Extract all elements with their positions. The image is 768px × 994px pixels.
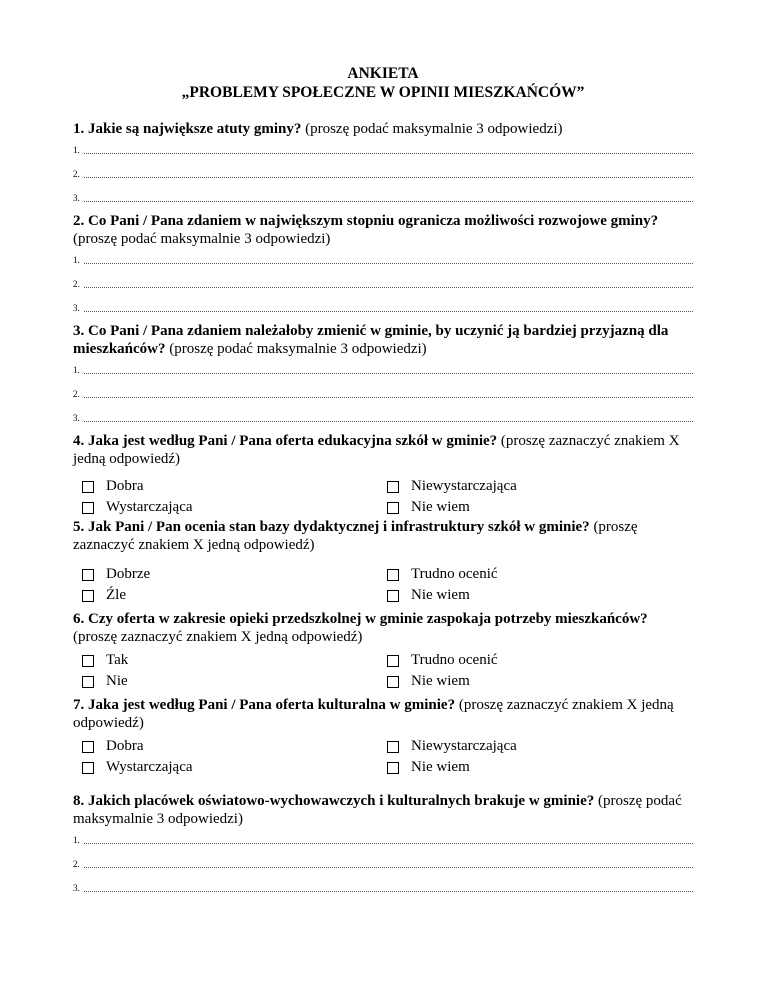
answer-line[interactable]: 2. [73,164,693,184]
survey-title [73,64,693,102]
answer-line[interactable]: 2. [73,854,693,874]
option-tak[interactable]: Tak [82,650,387,671]
answer-line[interactable]: 3. [73,298,693,318]
question-8 [73,792,693,828]
option-niewystarczajaca[interactable]: Niewystarczająca [387,476,687,497]
answer-line[interactable]: 1. [73,360,693,380]
checkbox[interactable] [82,502,94,514]
option-nie-wiem[interactable]: Nie wiem [387,671,687,692]
title-line-1: ANKIETA [347,65,419,82]
option-nie-wiem[interactable]: Nie wiem [387,497,687,518]
answer-line[interactable]: 2. [73,274,693,294]
option-dobra[interactable]: Dobra [82,736,387,757]
question-5-options [82,564,693,606]
question-3-text: 3. Co Pani / Pana zdaniem należałoby zmienić w gminie, by uczynić ją bardziej przyjazną dla mieszkańców? [73,323,669,357]
checkbox[interactable] [387,569,399,581]
question-7 [73,696,693,732]
question-3 [73,322,693,358]
checkbox[interactable] [82,762,94,774]
option-wystarczajaca[interactable]: Wystarczająca [82,497,387,518]
checkbox[interactable] [82,676,94,688]
question-4-instruction: (proszę zaznaczyć znakiem X jedną odpowiedź) [73,433,680,467]
option-trudno-ocenic[interactable]: Trudno ocenić [387,650,687,671]
checkbox[interactable] [387,481,399,493]
title-line-2: „PROBLEMY SPOŁECZNE W OPINII MIESZKAŃCÓW” [181,84,585,101]
checkbox[interactable] [387,655,399,667]
question-5 [73,518,693,554]
answer-line[interactable]: 3. [73,408,693,428]
checkbox[interactable] [387,502,399,514]
checkbox[interactable] [82,481,94,493]
question-8-instruction: (proszę podać maksymalnie 3 odpowiedzi) [73,793,682,827]
question-1-text: 1. Jakie są największe atuty gminy? [73,121,302,137]
answer-line[interactable]: 3. [73,188,693,208]
checkbox[interactable] [82,741,94,753]
question-1 [73,120,693,138]
question-4 [73,432,693,468]
option-dobra[interactable]: Dobra [82,476,387,497]
question-7-options [82,736,693,778]
question-1-instruction: (proszę podać maksymalnie 3 odpowiedzi) [301,121,563,137]
question-2 [73,212,693,248]
survey-page [73,64,693,898]
question-6-instruction: (proszę zaznaczyć znakiem X jedną odpowiedź) [73,629,363,645]
question-6 [73,610,693,646]
question-2-instruction: (proszę podać maksymalnie 3 odpowiedzi) [73,231,331,247]
question-6-options [82,650,693,692]
question-8-text: 8. Jakich placówek oświatowo-wychowawczych i kulturalnych brakuje w gminie? [73,793,595,809]
checkbox[interactable] [387,676,399,688]
option-nie[interactable]: Nie [82,671,387,692]
question-7-text: 7. Jaka jest według Pani / Pana oferta kulturalna w gminie? [73,697,456,713]
checkbox[interactable] [387,762,399,774]
question-7-instruction: (proszę zaznaczyć znakiem X jedną odpowiedź) [73,697,674,731]
option-zle[interactable]: Źle [82,585,387,606]
answer-line[interactable]: 1. [73,830,693,850]
checkbox[interactable] [82,655,94,667]
option-niewystarczajaca[interactable]: Niewystarczająca [387,736,687,757]
question-3-instruction: (proszę podać maksymalnie 3 odpowiedzi) [165,341,427,357]
question-5-instruction: (proszę zaznaczyć znakiem X jedną odpowiedź) [73,519,638,553]
option-nie-wiem[interactable]: Nie wiem [387,585,687,606]
option-dobrze[interactable]: Dobrze [82,564,387,585]
checkbox[interactable] [387,741,399,753]
option-nie-wiem[interactable]: Nie wiem [387,757,687,778]
question-4-options [82,476,693,518]
checkbox[interactable] [82,569,94,581]
question-4-text: 4. Jaka jest według Pani / Pana oferta edukacyjna szkół w gminie? [73,433,498,449]
question-2-text: 2. Co Pani / Pana zdaniem w największym stopniu ogranicza możliwości rozwojowe gminy? [73,213,659,229]
answer-line[interactable]: 1. [73,140,693,160]
checkbox[interactable] [82,590,94,602]
option-wystarczajaca[interactable]: Wystarczająca [82,757,387,778]
answer-line[interactable]: 2. [73,384,693,404]
question-5-text: 5. Jak Pani / Pan ocenia stan bazy dydaktycznej i infrastruktury szkół w gminie? [73,519,590,535]
answer-line[interactable]: 3. [73,878,693,898]
question-6-text: 6. Czy oferta w zakresie opieki przedszkolnej w gminie zaspokaja potrzeby mieszkańców? [73,611,648,627]
answer-line[interactable]: 1. [73,250,693,270]
option-trudno-ocenic[interactable]: Trudno ocenić [387,564,687,585]
checkbox[interactable] [387,590,399,602]
